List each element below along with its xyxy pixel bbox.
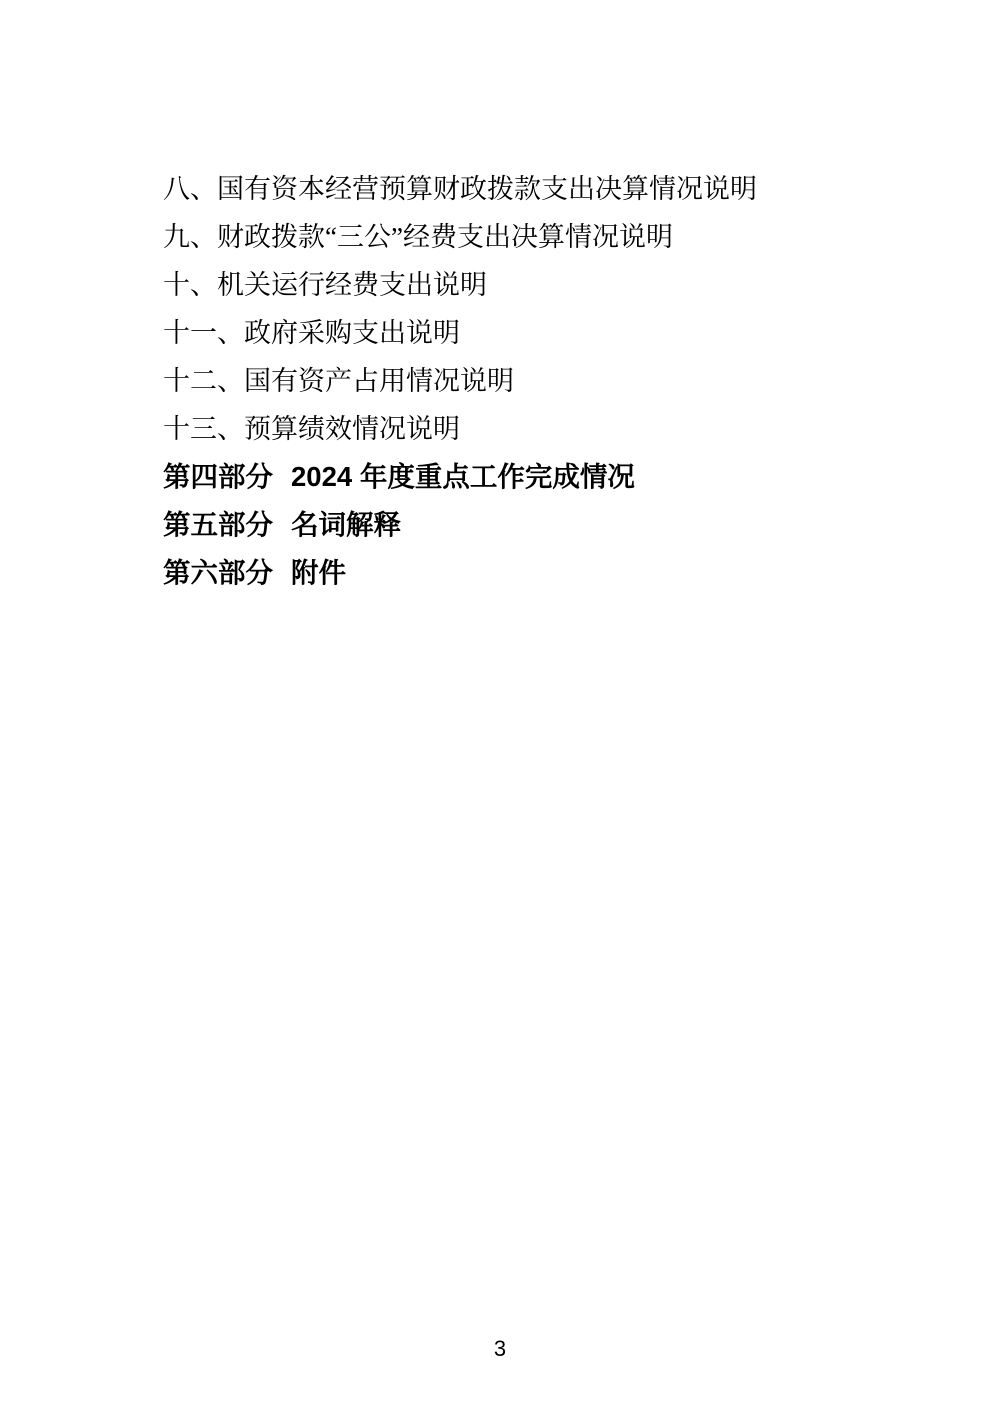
- toc-section-heading: [163, 549, 940, 597]
- toc-item: 九、财政拨款“三公”经费支出决算情况说明: [163, 222, 673, 252]
- page-footer: [0, 1336, 1000, 1362]
- toc-item: 十一、政府采购支出说明: [163, 318, 460, 348]
- toc-item: 十三、预算绩效情况说明: [163, 414, 460, 444]
- toc-section-title: 2024 年度重点工作完成情况: [291, 461, 635, 492]
- toc-section-title: 附件: [291, 557, 346, 588]
- toc-section-label: 第四部分: [163, 461, 273, 492]
- table-of-contents: [163, 165, 940, 597]
- toc-section-title: 名词解释: [291, 509, 401, 540]
- toc-item: 八、国有资本经营预算财政拨款支出决算情况说明: [163, 174, 757, 204]
- toc-section-heading: [163, 501, 940, 549]
- toc-section-heading: [163, 453, 940, 501]
- toc-section-label: 第五部分: [163, 509, 273, 540]
- toc-item: 十二、国有资产占用情况说明: [163, 366, 514, 396]
- page-number: 3: [493, 1336, 507, 1361]
- toc-item: 十、机关运行经费支出说明: [163, 270, 487, 300]
- toc-section-label: 第六部分: [163, 557, 273, 588]
